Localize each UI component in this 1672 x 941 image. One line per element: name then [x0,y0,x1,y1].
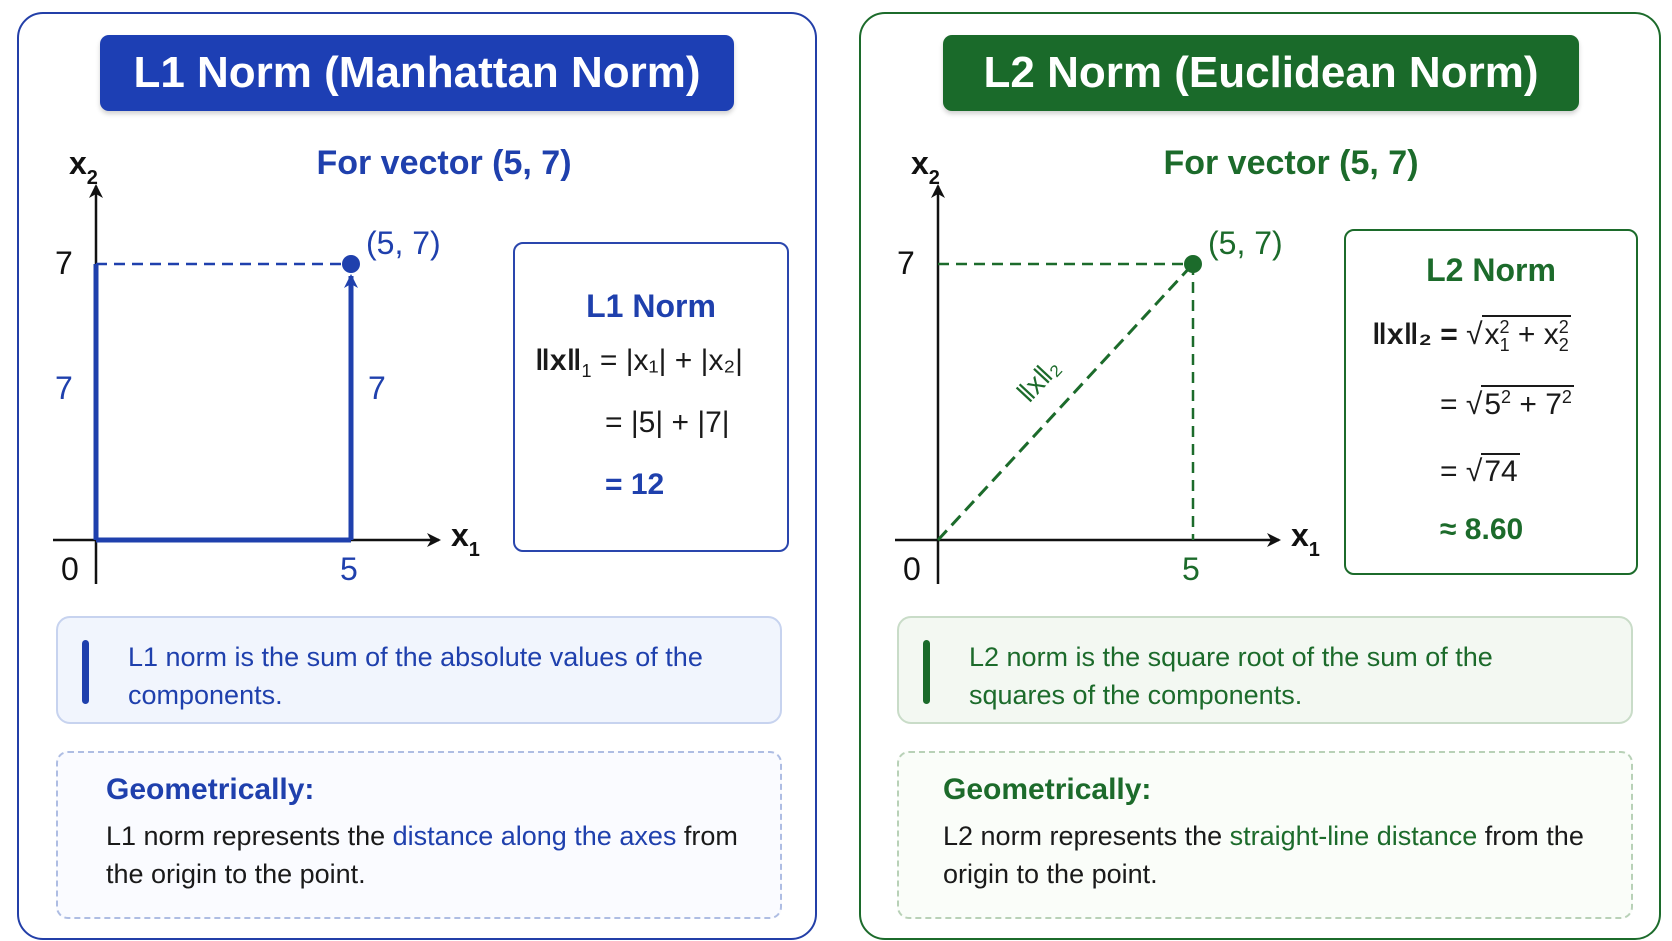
l1-geometric-box [56,751,782,919]
l1-note [56,616,782,724]
l1-geo-text: L1 norm represents the distance along the axes from the origin to the point. [106,821,738,889]
l2-y-tick: 7 [897,245,915,281]
l2-panel [859,12,1661,940]
l2-geometric-box [897,751,1633,919]
l2-hypotenuse [938,264,1193,540]
l2-hypotenuse-label: ‖x‖₂ [1010,351,1067,409]
l1-point [342,255,360,273]
l2-note [897,616,1633,724]
l2-x-tick: 5 [1182,551,1200,587]
l2-note-accent-bar [923,640,930,704]
l1-title: L1 Norm (Manhattan Norm) [100,35,734,111]
l1-formula-title: L1 Norm [586,288,716,324]
l2-geo-text: L2 norm represents the straight-line distance from the origin to the point. [943,821,1584,889]
l2-origin: 0 [903,551,921,587]
l1-formula-box [513,242,789,552]
l2-point [1184,255,1202,273]
l2-note-text: L2 norm is the square root of the sum of the squares of the components. [969,642,1493,710]
l1-x-tick: 5 [340,551,358,587]
l2-graph [861,14,1331,614]
l2-point-label: (5, 7) [1208,225,1283,261]
l2-y-axis-label: $x_2$ [911,145,940,189]
l1-graph [19,14,489,614]
l2-x-axis-label: $x_1$ [1291,517,1320,561]
l1-geo-highlight: distance along the axes [392,821,677,851]
l1-note-text: L1 norm is the sum of the absolute values of the components. [128,642,703,710]
l2-formula-box [1344,229,1638,575]
l2-formula-result: ≈ 8.60 [1440,513,1524,546]
l1-y-tick: 7 [55,245,73,281]
l1-x-axis-label: $x_1$ [451,517,480,561]
l2-title: L2 Norm (Euclidean Norm) [943,35,1579,111]
l1-origin: 0 [61,551,79,587]
l1-y-axis-label: $x_2$ [69,145,98,189]
l1-point-label: (5, 7) [366,225,441,261]
l2-geo-highlight: straight-line distance [1229,821,1478,851]
l1-formula-line1: $‖x‖_1 = |x_1| + |x_2|$ [535,344,743,381]
l2-formula-line2: = $√5^2 + 7^2$ [1440,387,1572,421]
l2-formula-line3: = √74 [1440,455,1518,488]
l1-panel [17,12,817,940]
l2-subtitle: For vector (5, 7) [1163,144,1419,182]
l1-formula-line2: = |5| + |7| [605,406,730,439]
l2-geo-title: Geometrically: [943,773,1152,806]
l1-formula-result: = 12 [605,468,665,501]
l1-subtitle: For vector (5, 7) [316,144,572,182]
l1-note-accent-bar [82,640,89,704]
l1-left-length-label: 7 [55,370,73,406]
l2-formula-line1: ‖x‖₂ = $√x^2_1 + x^2_2$ [1372,317,1569,355]
l1-geo-title: Geometrically: [106,773,315,806]
l1-right-length-label: 7 [368,370,386,406]
l2-formula-title: L2 Norm [1426,252,1556,288]
